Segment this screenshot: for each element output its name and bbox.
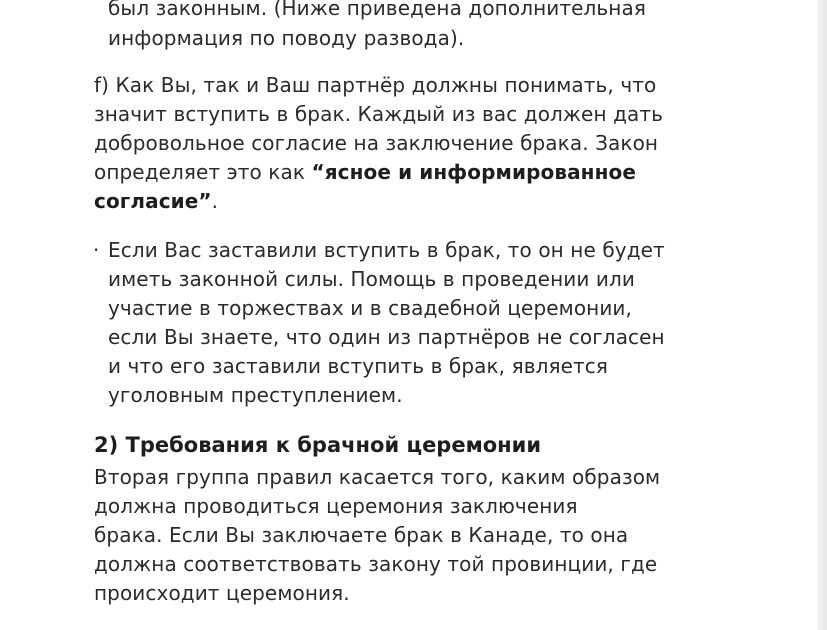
item-f-line-4-text: определяет это как <box>94 160 312 184</box>
section-2-line-1: Вторая группа правил касается того, каким образом <box>94 465 661 489</box>
section-2-heading: 2) Требования к брачной церемонии <box>94 433 542 457</box>
item-f-line-4 <box>94 158 636 186</box>
bullet-marker: · <box>93 238 100 262</box>
bullet-line-6: уголовным преступлением. <box>108 383 403 407</box>
top-fragment-line-2: информация по поводу развода). <box>108 26 465 50</box>
page-edge <box>817 0 827 630</box>
bullet-line-3: участие в торжествах и в свадебной церемонии, <box>108 296 632 320</box>
section-2-line-4: должна соответствовать закону той провинции, где <box>94 552 658 576</box>
bullet-line-5: и что его заставили вступить в брак, является <box>108 354 609 378</box>
bullet-line-1: Если Вас заставили вступить в брак, то он не будет <box>108 238 665 262</box>
item-f-line-2: значит вступить в брак. Каждый из вас должен дать <box>94 102 664 126</box>
section-2-line-5: происходит церемония. <box>94 581 350 605</box>
item-f-line-5-text: . <box>211 189 219 213</box>
bullet-line-4: если Вы знаете, что один из партнёров не согласен <box>108 325 665 349</box>
consent-term-end: согласие” <box>94 189 212 213</box>
item-f-line-1: f) Как Вы, так и Ваш партнёр должны понимать, что <box>94 73 657 97</box>
item-f-line-5 <box>94 187 218 215</box>
section-2-line-3: брака. Если Вы заключаете брак в Канаде, то она <box>94 523 629 547</box>
item-f-line-3: добровольное согласие на заключение брака. Закон <box>94 131 659 155</box>
top-fragment-line-1: был законным. (Ниже приведена дополнительная <box>108 0 646 20</box>
bullet-line-2: иметь законной силы. Помощь в проведении или <box>108 267 635 291</box>
clear-informed-consent-term: “ясное и информированное <box>311 160 637 184</box>
section-2-line-2: должна проводиться церемония заключения <box>94 494 578 518</box>
